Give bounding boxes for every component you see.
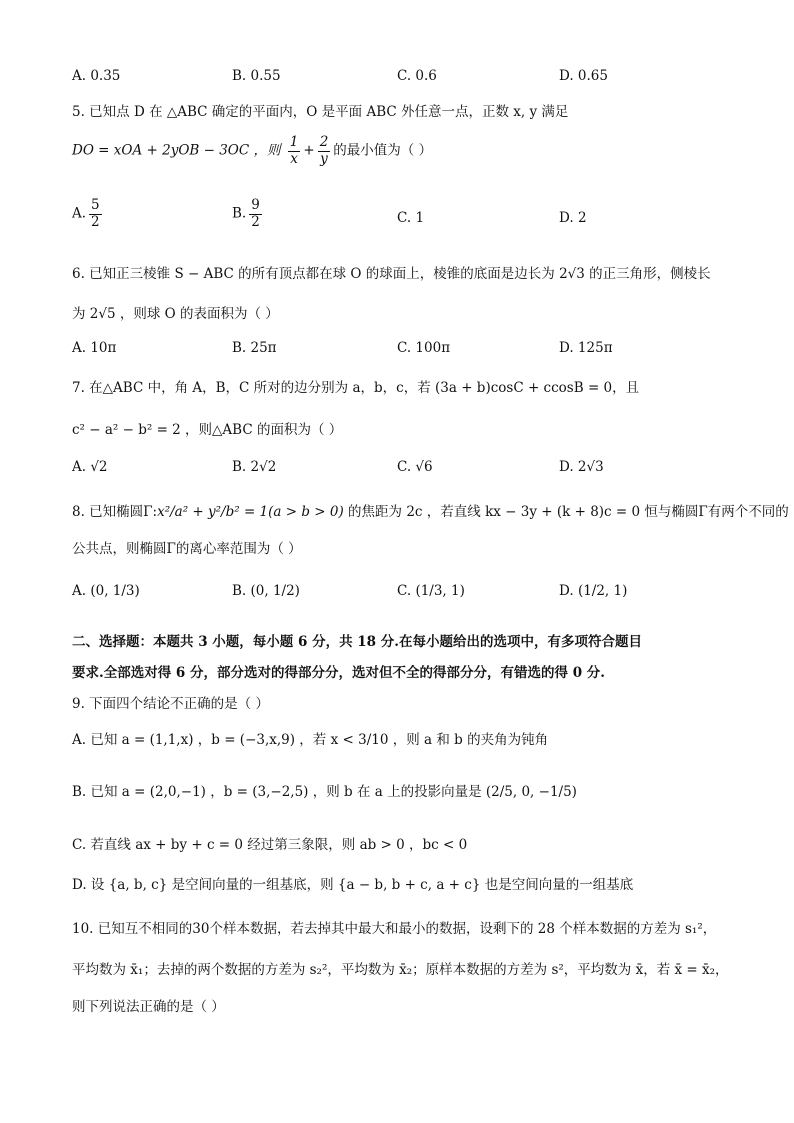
q5-frac2: $\frac{2}{y}$ (319, 134, 329, 167)
q5-stem: 5. 已知点 D 在 △ABC 确定的平面内，O 是平面 ABC 外任意一点，正数 x, y 满足 (72, 104, 569, 120)
q9-option-a: A. 已知 a = (1,1,x) ，b = (−3,x,9) ，若 x < 3/10 ，则 a 和 b 的夹角为钝角 (72, 732, 549, 748)
q8-line2: 公共点，则椭圆Γ的离心率范围为（ ） (72, 541, 302, 557)
q5-option-a: A. $\frac{5}{2}$ (72, 197, 100, 230)
q7-option-d: D. 2√3 (559, 459, 604, 475)
q5-option-b: B. $\frac{9}{2}$ (232, 197, 260, 230)
ellipse-equation: x²/a² + y²/b² = 1(a > b > 0) (157, 504, 344, 520)
q5-option-c: C. 1 (397, 210, 425, 226)
q7-option-a: A. √2 (72, 459, 108, 475)
q7-option-c: C. √6 (397, 459, 433, 475)
q9-stem: 9. 下面四个结论不正确的是（ ） (72, 696, 269, 712)
section2-line1: 二、选择题：本题共 3 小题，每小题 6 分，共 18 分.在每小题给出的选项中，有多项符合题目 (72, 634, 642, 650)
q8-option-d: D. (1/2, 1) (559, 583, 628, 599)
q8-line1: 8. 已知椭圆Γ:x²/a² + y²/b² = 1(a > b > 0) 的焦距为 2c ，若直线 kx − 3y + (k + 8)c = 0 恒与椭圆Γ有两个不同的 (72, 504, 789, 520)
q9-option-c: C. 若直线 ax + by + c = 0 经过第三象限，则 ab > 0 ，bc < 0 (72, 837, 468, 853)
q9-option-d: D. 设 {a, b, c} 是空间向量的一组基底，则 {a − b, b + c, a + c} 也是空间向量的一组基底 (72, 877, 634, 893)
q6-line2: 为 2√5 ，则球 O 的表面积为（ ） (72, 306, 279, 322)
q7-option-b: B. 2√2 (232, 459, 277, 475)
q4-option-a: A. 0.35 (72, 68, 121, 84)
q7-line1: 7. 在△ABC 中，角 A，B，C 所对的边分别为 a，b，c，若 (3a + b)cosC + ccosB = 0，且 (72, 380, 640, 396)
q9-option-b: B. 已知 a = (2,0,−1) ，b = (3,−2,5) ，则 b 在 a 上的投影向量是 (2/5, 0, −1/5) (72, 784, 577, 800)
q8-option-a: A. (0, 1/3) (72, 583, 140, 599)
q8-option-c: C. (1/3, 1) (397, 583, 465, 599)
q6-option-c: C. 100π (397, 340, 451, 356)
q6-option-d: D. 125π (559, 340, 613, 356)
q8-option-b: B. (0, 1/2) (232, 583, 300, 599)
q10-line2: 平均数为 x̄₁；去掉的两个数据的方差为 s₂²，平均数为 x̄₂；原样本数据的方差为 s²，平均数为 x̄，若 x̄ = x̄₂， (72, 962, 729, 978)
q10-line1: 10. 已知互不相同的30个样本数据，若去掉其中最大和最小的数据，设剩下的 28 个样本数据的方差为 s₁²， (72, 921, 717, 937)
q5-condition: DO = xOA + 2yOB − 3OC ，则 $\frac{1}{x}$ + $\frac{2}{y}$ 的最小值为（ ） (72, 134, 433, 167)
q5-frac1: $\frac{1}{x}$ (289, 134, 299, 167)
q4-option-d: D. 0.65 (559, 68, 608, 84)
q7-line2: c² − a² − b² = 2 ，则△ABC 的面积为（ ） (72, 422, 343, 438)
q4-option-b: B. 0.55 (232, 68, 281, 84)
section2-line2: 要求.全部选对得 6 分，部分选对的得部分分，选对但不全的得部分分，有错选的得 0 分. (72, 665, 605, 681)
q6-line1: 6. 已知正三棱锥 S − ABC 的所有顶点都在球 O 的球面上，棱锥的底面是边长为 2√3 的正三角形，侧棱长 (72, 266, 711, 282)
q10-line3: 则下列说法正确的是（ ） (72, 999, 225, 1015)
q6-option-b: B. 25π (232, 340, 277, 356)
q4-option-c: C. 0.6 (397, 68, 437, 84)
q6-option-a: A. 10π (72, 340, 117, 356)
q5-option-d: D. 2 (559, 210, 587, 226)
